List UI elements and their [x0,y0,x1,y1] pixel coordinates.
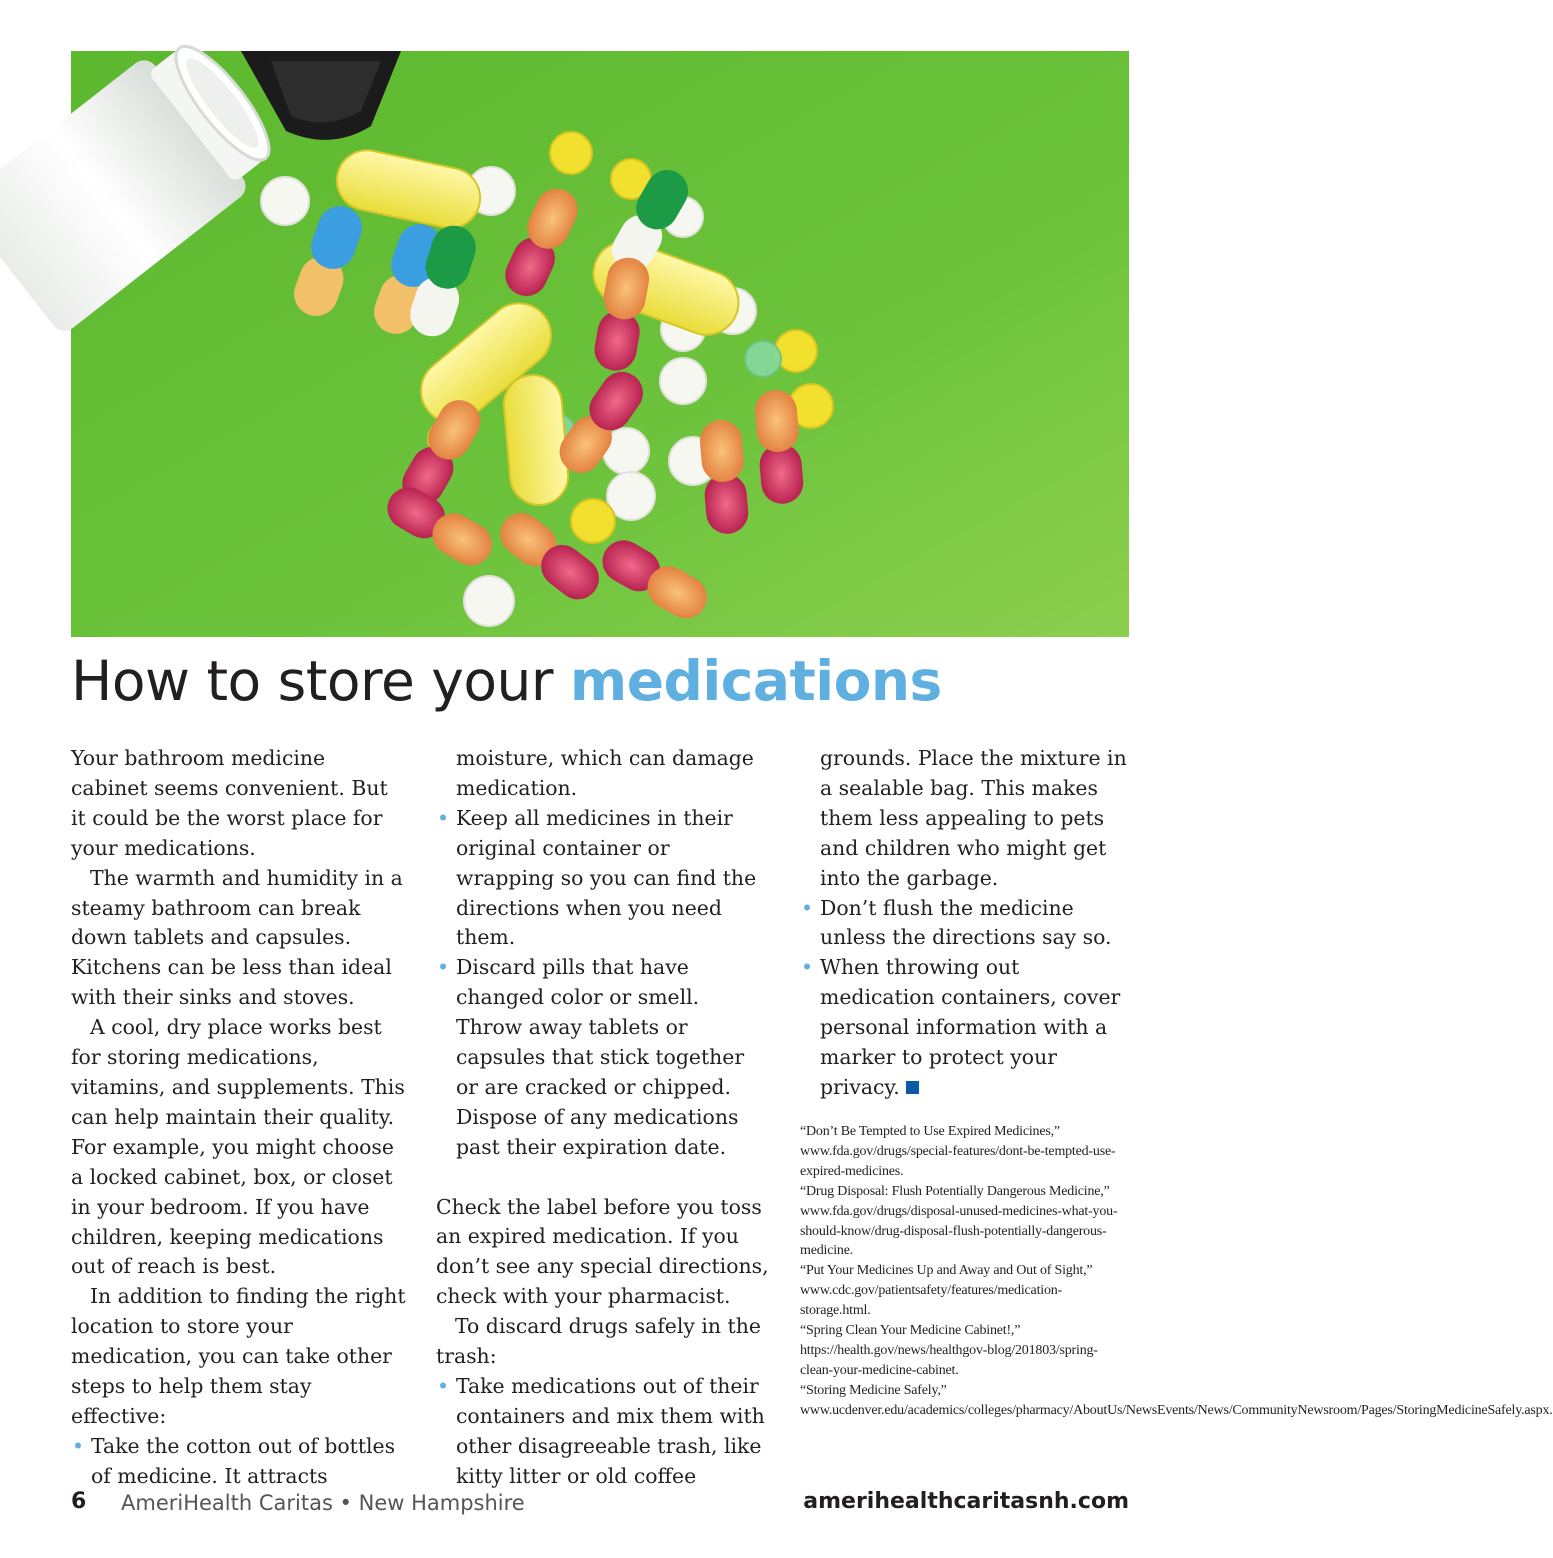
footer [71,1489,1129,1521]
reference: “Put Your Medicines Up and Away and Out of Sight,” www.cdc.gov/patientsafety/features/medication-storage.html. [800,1263,1093,1319]
paragraph: The warmth and humidity in a steamy bathroom can break down tablets and capsules. Kitchens can be less than ideal with their sinks and stoves. [71,865,403,1010]
page-number: 6 [71,1489,87,1514]
list-item: • Take the cotton out of bottles of medicine. It attracts [71,1432,406,1492]
paragraph: In addition to finding the right location to store your medication, you can take other steps to help them stay effective: [71,1284,406,1428]
paragraph: To discard drugs safely in the trash: [436,1314,761,1369]
column-3 [800,744,1135,1103]
reference: “Storing Medicine Safely,” www.ucdenver.edu/academics/colleges/pharmacy/AboutUs/NewsEvents/News/CommunityNewsroom/Pages/StoringMedicineSafely.aspx. [800,1382,1553,1418]
column-2 [436,744,771,1492]
list-item [800,953,1135,1103]
tips-list [71,1432,406,1492]
references [800,1122,1553,1421]
title-highlight: medications [569,649,942,713]
paragraph: A cool, dry place works best for storing medications, vitamins, and supplements. This can help maintain their quality. For example, you might choose a locked cabinet, box, or closet in your bedroom. If you have children, keeping medications out of reach is best. [71,1015,405,1279]
list-item: • Don’t flush the medicine unless the directions say so. [800,894,1135,954]
page-title [71,651,942,712]
column-1 [71,744,406,1492]
hero-photo [71,51,1129,637]
reference: “Drug Disposal: Flush Potentially Dangerous Medicine,” www.fda.gov/drugs/disposal-unused-medicines-what-you-should-know/drug-disposal-flush-potentially-dangerous-medicine. [800,1183,1118,1259]
list-item: • Keep all medicines in their original container or wrapping so you can find the directions when you need them. [436,804,771,954]
discard-list [800,894,1135,1103]
tips-list [436,804,771,1163]
reference: “Don’t Be Tempted to Use Expired Medicines,” www.fda.gov/drugs/special-features/dont-be-tempted-use-expired-medicines. [800,1124,1116,1179]
list-item-continued: moisture, which can damage medication. [456,746,754,800]
title-main: How to store your [71,649,570,713]
reference: “Spring Clean Your Medicine Cabinet!,” https://health.gov/news/healthgov-blog/201803/spring-clean-your-medicine-cabinet. [800,1323,1098,1378]
list-item: • Take medications out of their containers and mix them with other disagreeable trash, like kitty litter or old coffee [436,1372,771,1492]
list-item: • Discard pills that have changed color or smell. Throw away tablets or capsules that stick together or are cracked or chipped. Dispose of any medications past their expiration date. [436,953,771,1162]
organization-name: AmeriHealth Caritas • New Hampshire [121,1491,525,1515]
paragraph: Your bathroom medicine cabinet seems convenient. But it could be the worst place for your medications. [71,746,388,860]
paragraph: Check the label before you toss an expired medication. If you don’t see any special directions, check with your pharmacist. [436,1194,769,1309]
list-item-text: When throwing out medication containers, cover personal information with a marker to protect your privacy. [820,955,1121,1099]
list-item-continued: grounds. Place the mixture in a sealable bag. This makes them less appealing to pets and children who might get into the garbage. [820,746,1127,890]
end-square-icon [906,1081,919,1094]
discard-list [436,1372,771,1492]
website-link[interactable]: amerihealthcaritasnh.com [803,1489,1129,1514]
